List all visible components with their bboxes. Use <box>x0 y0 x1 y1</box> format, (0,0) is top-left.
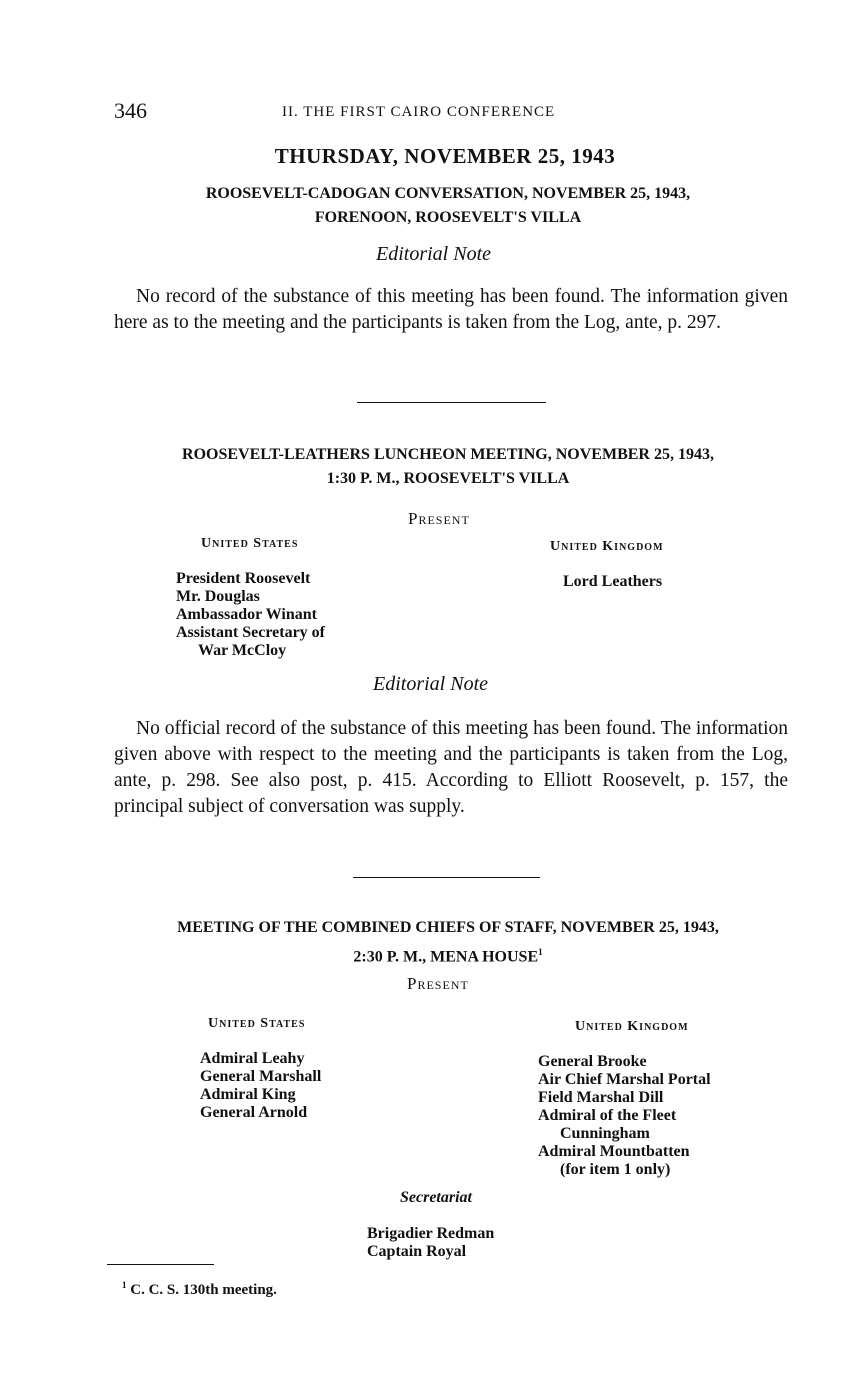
section-2-title <box>108 443 788 491</box>
section-2-paragraph-text: No official record of the substance of this meeting has been found. The information given above with respect to the meeting and the participants is taken from the Log, ante, p. 298. See also post, p. 415. According to Elliott Roosevelt, p. 157, the principal subject of conversation was supply. <box>114 718 788 817</box>
section-1-paragraph-text: No record of the substance of this meeting has been found. The information given here as to the meeting and the participants is taken from the Log, ante, p. 297. <box>114 286 788 333</box>
section-divider-2 <box>353 877 540 878</box>
us-name: President Roosevelt <box>176 570 311 587</box>
uk-name: Cunningham <box>560 1125 650 1142</box>
secretariat-name: Brigadier Redman <box>367 1225 495 1242</box>
secretariat-name: Captain Royal <box>367 1243 467 1260</box>
us-name: War McCloy <box>198 642 287 659</box>
page-number: 346 <box>114 98 147 123</box>
section-3-title-line-1: MEETING OF THE COMBINED CHIEFS OF STAFF, NOVEMBER 25, 1943, <box>177 919 719 936</box>
uk-name: Admiral Mountbatten <box>538 1143 690 1160</box>
section-1-paragraph <box>114 284 788 336</box>
section-2-editorial-note: Editorial Note <box>373 673 488 695</box>
running-head: II. THE FIRST CAIRO CONFERENCE <box>282 104 556 120</box>
section-3-title <box>108 916 788 969</box>
section-3-title-line-2-text: 2:30 P. M., MENA HOUSE <box>353 948 539 966</box>
section-3-uk-names <box>538 1053 711 1179</box>
section-2-title-line-2: 1:30 P. M., ROOSEVELT'S VILLA <box>326 470 570 487</box>
section-3-us-names <box>200 1050 321 1122</box>
section-3-uk-label: United Kingdom <box>575 1019 689 1034</box>
us-name: Admiral King <box>200 1086 296 1103</box>
footnote-text: C. C. S. 130th meeting. <box>130 1282 277 1298</box>
footnote <box>122 1280 277 1299</box>
section-1-title <box>108 182 788 230</box>
us-name: General Marshall <box>200 1068 322 1085</box>
section-2-title-line-1: ROOSEVELT-LEATHERS LUNCHEON MEETING, NOVEMBER 25, 1943, <box>182 446 714 463</box>
uk-name: General Brooke <box>538 1053 647 1070</box>
date-heading: THURSDAY, NOVEMBER 25, 1943 <box>274 144 616 168</box>
uk-name: Lord Leathers <box>563 573 663 590</box>
footnote-marker: 1 <box>122 1280 127 1290</box>
us-name: Assistant Secretary of <box>176 624 326 641</box>
section-2-us-names <box>176 570 325 660</box>
us-name: General Arnold <box>200 1104 308 1121</box>
section-1-title-line-2: FORENOON, ROOSEVELT'S VILLA <box>314 209 582 226</box>
us-name: Admiral Leahy <box>200 1050 305 1067</box>
section-1-title-line-1: ROOSEVELT-CADOGAN CONVERSATION, NOVEMBER 25, 1943, <box>205 185 691 202</box>
us-name: Ambassador Winant <box>176 606 317 623</box>
section-3-secretariat-label: Secretariat <box>400 1189 472 1206</box>
section-3-secretariat-names <box>367 1225 494 1261</box>
section-2-uk-names <box>563 573 662 591</box>
uk-name: Admiral of the Fleet <box>538 1107 677 1124</box>
section-divider-1 <box>357 402 546 403</box>
footnote-ref[interactable]: 1 <box>538 947 543 957</box>
uk-name: (for item 1 only) <box>560 1161 671 1178</box>
us-name: Mr. Douglas <box>176 588 260 605</box>
footnote-rule <box>107 1264 214 1265</box>
section-3-present-label: Present <box>407 974 469 993</box>
uk-name: Air Chief Marshal Portal <box>538 1071 711 1088</box>
section-1-editorial-note: Editorial Note <box>376 243 491 265</box>
section-2-us-label: United States <box>201 536 299 551</box>
section-3-us-label: United States <box>208 1016 306 1031</box>
section-3-title-line-2 <box>108 940 788 969</box>
section-2-uk-label: United Kingdom <box>550 539 664 554</box>
uk-name: Field Marshal Dill <box>538 1089 664 1106</box>
section-2-paragraph <box>114 716 788 820</box>
section-2-present-label: Present <box>408 509 470 528</box>
